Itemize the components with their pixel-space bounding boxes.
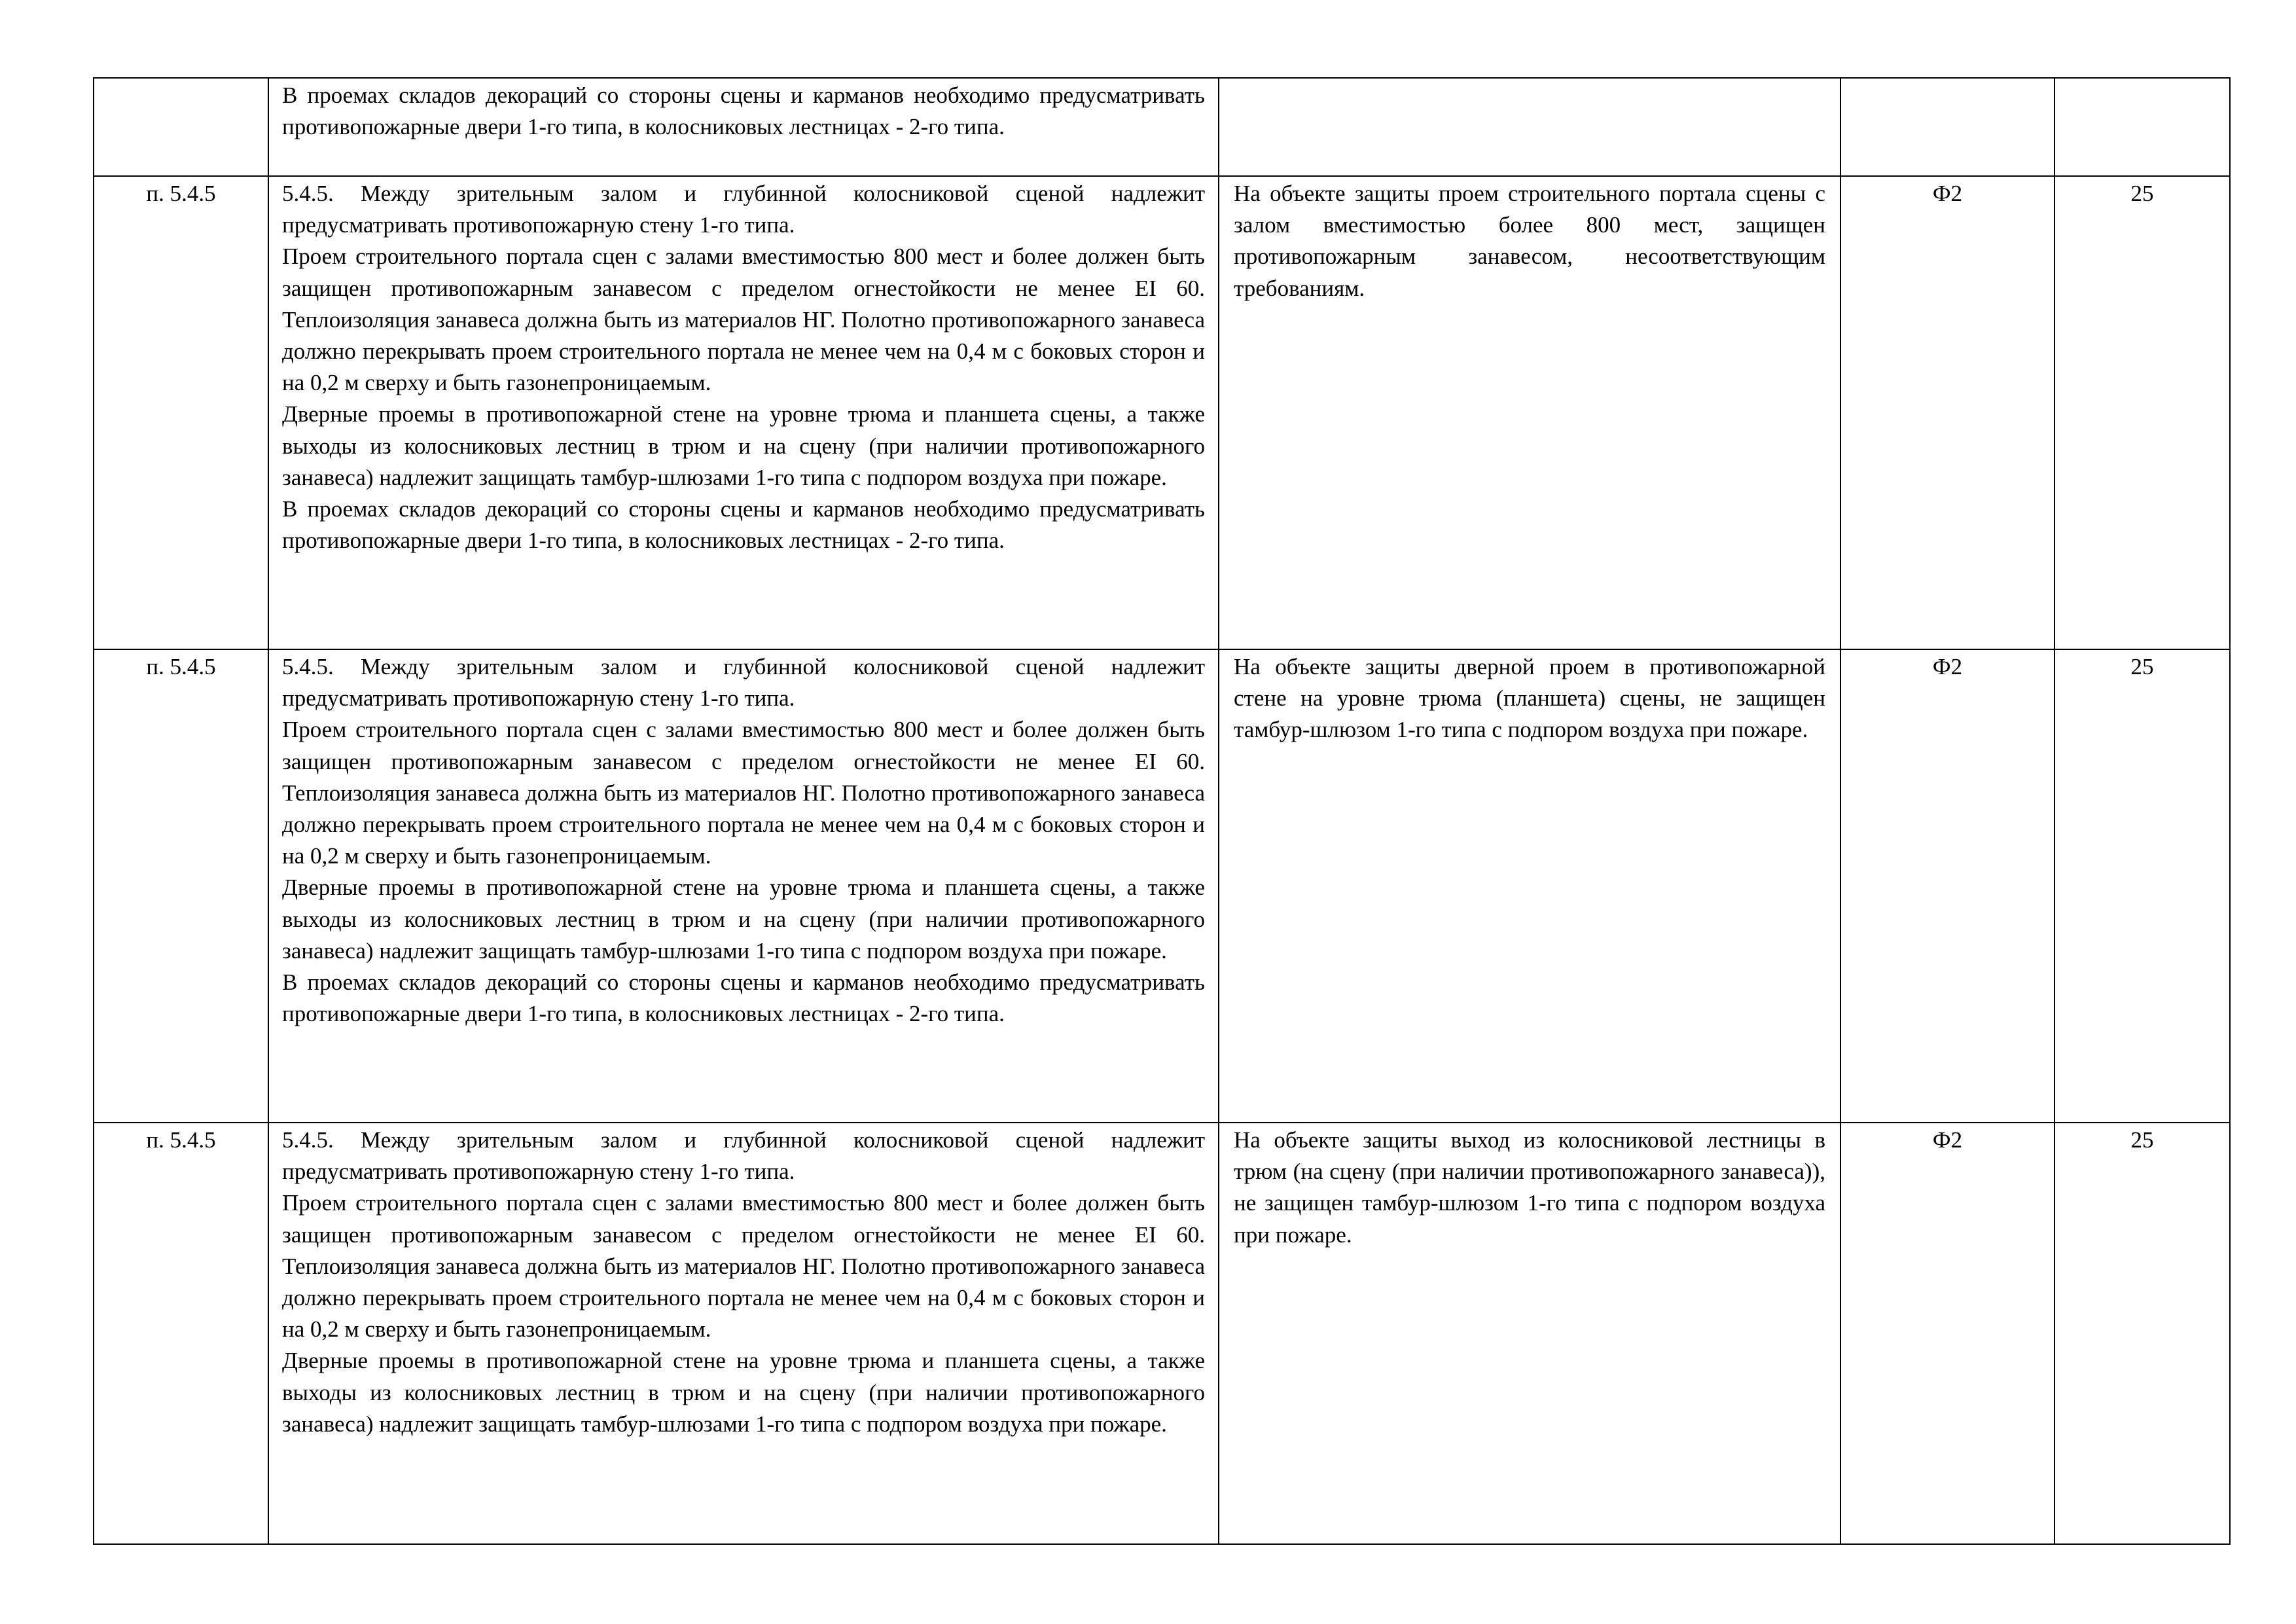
- violation-description-cell: [1219, 649, 1840, 1123]
- requirement-paragraph: Дверные проемы в противопожарной стене на уровне трюма и планшета сцены, а также выходы из колосниковых лестниц в трюм и на сцену (при наличии противопожарного занавеса) надлежит защищать тамбур-шлюзами 1-го типа с подпором воздуха при пожаре.: [282, 401, 1205, 490]
- regulation-table: [93, 77, 2231, 1545]
- norm-reference-cell: [94, 78, 268, 176]
- table-row: [94, 176, 2230, 649]
- violation-description-cell: [1219, 78, 1840, 176]
- code-cell: Ф2: [1840, 176, 2054, 649]
- number-cell: 25: [2054, 176, 2230, 649]
- requirement-paragraph: Проем строительного портала сцен с залами вместимостью 800 мест и более должен быть защищен противопожарным занавесом с пределом огнестойкости не менее EI 60. Теплоизоляция занавеса должна быть из материалов НГ. Полотно противопожарного занавеса должно перекрывать проем строительного портала не менее чем на 0,4 м с боковых сторон и на 0,2 м сверху и быть газонепроницаемым.: [282, 717, 1205, 869]
- requirement-paragraph: Проем строительного портала сцен с залами вместимостью 800 мест и более должен быть защищен противопожарным занавесом с пределом огнестойкости не менее EI 60. Теплоизоляция занавеса должна быть из материалов НГ. Полотно противопожарного занавеса должно перекрывать проем строительного портала не менее чем на 0,4 м с боковых сторон и на 0,2 м сверху и быть газонепроницаемым.: [282, 1190, 1205, 1343]
- requirement-text-cell: [268, 649, 1219, 1123]
- number-cell: 25: [2054, 649, 2230, 1123]
- violation-text: На объекте защиты дверной проем в противопожарной стене на уровне трюма (планшета) сцены, не защищен тамбур-шлюзом 1-го типа с подпором воздуха при пожаре.: [1234, 654, 1825, 743]
- requirement-paragraph: Дверные проемы в противопожарной стене на уровне трюма и планшета сцены, а также выходы из колосниковых лестниц в трюм и на сцену (при наличии противопожарного занавеса) надлежит защищать тамбур-шлюзами 1-го типа с подпором воздуха при пожаре.: [282, 875, 1205, 964]
- norm-reference-cell: п. 5.4.5: [94, 649, 268, 1123]
- requirement-text-cell: [268, 78, 1219, 176]
- code-cell: Ф2: [1840, 649, 2054, 1123]
- code-cell: [1840, 78, 2054, 176]
- requirement-paragraph: В проемах складов декораций со стороны сцены и карманов необходимо предусматривать противопожарные двери 1-го типа, в колосниковых лестницах - 2-го типа.: [282, 496, 1205, 554]
- requirement-paragraph: В проемах складов декораций со стороны сцены и карманов необходимо предусматривать противопожарные двери 1-го типа, в колосниковых лестницах - 2-го типа.: [282, 969, 1205, 1027]
- requirement-text-cell: [268, 1123, 1219, 1544]
- norm-reference-cell: п. 5.4.5: [94, 176, 268, 649]
- requirement-paragraph: 5.4.5. Между зрительным залом и глубинной колосниковой сценой надлежит предусматривать противопожарную стену 1-го типа.: [282, 654, 1205, 712]
- violation-description-cell: [1219, 176, 1840, 649]
- table-row: [94, 649, 2230, 1123]
- requirement-paragraph: 5.4.5. Между зрительным залом и глубинной колосниковой сценой надлежит предусматривать противопожарную стену 1-го типа.: [282, 1127, 1205, 1185]
- number-cell: 25: [2054, 1123, 2230, 1544]
- requirement-paragraph: В проемах складов декораций со стороны сцены и карманов необходимо предусматривать противопожарные двери 1-го типа, в колосниковых лестницах - 2-го типа.: [282, 82, 1205, 140]
- requirement-paragraph: 5.4.5. Между зрительным залом и глубинной колосниковой сценой надлежит предусматривать противопожарную стену 1-го типа.: [282, 181, 1205, 238]
- code-cell: Ф2: [1840, 1123, 2054, 1544]
- requirement-text-cell: [268, 176, 1219, 649]
- requirement-paragraph: Дверные проемы в противопожарной стене на уровне трюма и планшета сцены, а также выходы из колосниковых лестниц в трюм и на сцену (при наличии противопожарного занавеса) надлежит защищать тамбур-шлюзами 1-го типа с подпором воздуха при пожаре.: [282, 1348, 1205, 1437]
- violation-description-cell: [1219, 1123, 1840, 1544]
- table-row: [94, 1123, 2230, 1544]
- number-cell: [2054, 78, 2230, 176]
- violation-text: На объекте защиты выход из колосниковой лестницы в трюм (на сцену (при наличии противопожарного занавеса)), не защищен тамбур-шлюзом 1-го типа с подпором воздуха при пожаре.: [1234, 1127, 1825, 1248]
- requirement-paragraph: Проем строительного портала сцен с залами вместимостью 800 мест и более должен быть защищен противопожарным занавесом с пределом огнестойкости не менее EI 60. Теплоизоляция занавеса должна быть из материалов НГ. Полотно противопожарного занавеса должно перекрывать проем строительного портала не менее чем на 0,4 м с боковых сторон и на 0,2 м сверху и быть газонепроницаемым.: [282, 244, 1205, 396]
- table-row: [94, 78, 2230, 176]
- violation-text: На объекте защиты проем строительного портала сцены с залом вместимостью более 800 мест, защищен противопожарным занавесом, несоответствующим требованиям.: [1234, 181, 1825, 301]
- norm-reference-cell: п. 5.4.5: [94, 1123, 268, 1544]
